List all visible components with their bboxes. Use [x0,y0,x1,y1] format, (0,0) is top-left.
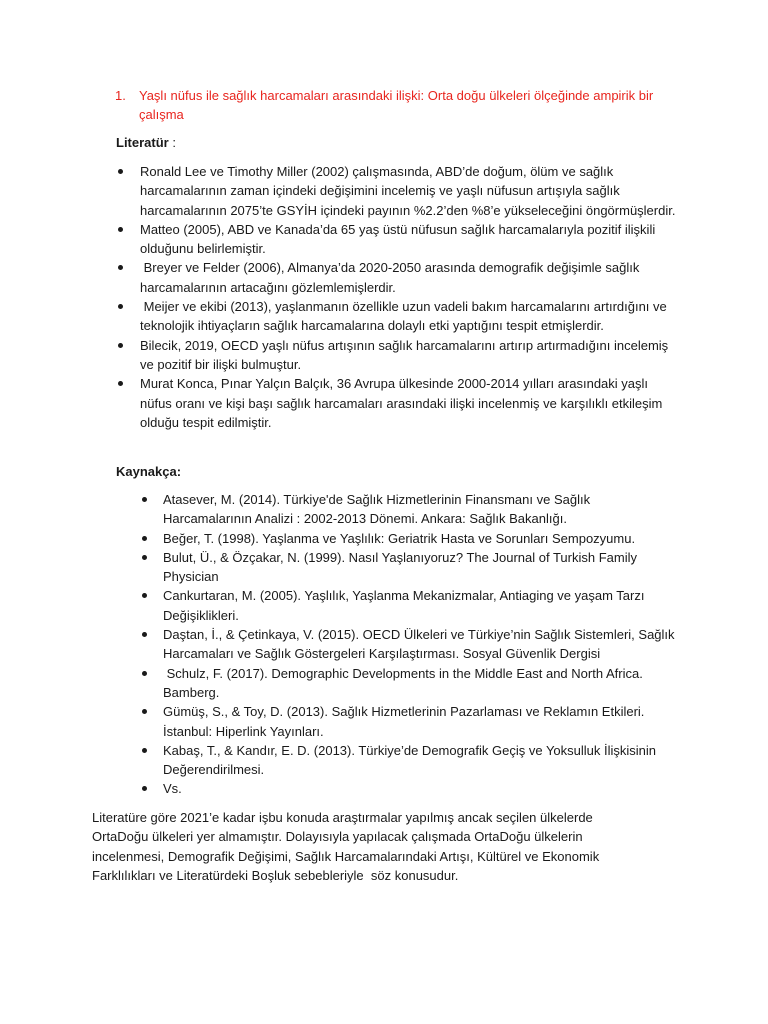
literatur-item-text: Matteo (2005), ABD ve Kanada’da 65 yaş üstü nüfusun sağlık harcamalarıyla pozitif ilişkili olduğunu belirlemiştir. [140,221,656,257]
literatur-list [116,162,676,432]
kaynakca-item-text: Gümüş, S., & Toy, D. (2013). Sağlık Hizmetlerinin Pazarlaması ve Reklamın Etkileri. İstanbul: Hiperlink Yayınları. [163,704,645,739]
section-title-text: Yaşlı nüfus ile sağlık harcamaları arasındaki ilişki: Orta doğu ülkeleri ölçeğinde ampirik bir çalışma [139,88,654,123]
bullet-icon [118,227,123,232]
conclusion-paragraph: Literatüre göre 2021’e kadar işbu konuda araştırmalar yapılmış ancak seçilen ülkelerde OrtaDoğu ülkeleri yer almamıştır. Dolayısıyla yapılacak çalışmada OrtaDoğu ülkelerin incelenmesi, Demografik Değişimi, Sağlık Harcamalarındaki Artışı, Kültürel ve Ekonomik Farklılıkları ve Literatürdeki Boşluk sebebleriyle söz konusudur. [92,810,603,883]
literatur-item [116,297,676,336]
kaynakca-heading [116,462,181,481]
literatur-heading-text: Literatür [116,135,169,150]
section-title [115,86,675,125]
section-number: 1. [115,88,126,103]
literatur-item-text: Bilecik, 2019, OECD yaşlı nüfus artışının sağlık harcamalarını artırıp artırmadığını incelemiş ve pozitif bir ilişki bulmuştur. [140,337,669,372]
kaynakca-heading-text: Kaynakça: [116,464,182,479]
bullet-icon [118,169,123,174]
kaynakca-item [140,548,680,587]
bullet-icon [118,265,123,270]
literatur-item-text: Ronald Lee ve Timothy Miller (2002) çalışmasında, ABD’de doğum, ölüm ve sağlık harcamalarının zaman içindeki değişimini incelemiş ve yaşlı nüfusun artışıyla sağlık harcamalarının 2075’te GSYİH içindeki payının %2.2’den %8’e yükseleceğini öngörmüşlerdir. [140,164,676,218]
bullet-icon [142,671,147,676]
literatur-item [116,374,676,432]
literatur-item [116,220,676,259]
kaynakca-item [140,586,680,625]
bullet-icon [142,536,147,541]
kaynakca-item [140,702,680,741]
kaynakca-item-text: Kabaş, T., & Kandır, E. D. (2013). Türkiye’de Demografik Geçiş ve Yoksulluk İlişkisinin Değerendirilmesi. [163,742,657,778]
kaynakca-item-text: Cankurtaran, M. (2005). Yaşlılık, Yaşlanma Mekanizmalar, Antiaging ve yaşam Tarzı Değişiklikleri. [163,588,645,623]
kaynakca-item-text: Schulz, F. (2017). Demographic Developments in the Middle East and North Africa. Bamberg. [163,665,647,700]
bullet-icon [142,632,147,637]
kaynakca-item [140,490,680,529]
literatur-item [116,258,676,297]
bullet-icon [118,381,123,386]
kaynakca-item-text: Atasever, M. (2014). Türkiye'de Sağlık Hizmetlerinin Finansmanı ve Sağlık Harcamalarının Analizi : 2002-2013 Dönemi. Ankara: Sağlık Bakanlığı. [163,492,591,527]
bullet-icon [142,555,147,560]
bullet-icon [142,786,147,791]
bullet-icon [142,748,147,753]
bullet-icon [142,709,147,714]
literatur-item-text: Breyer ve Felder (2006), Almanya’da 2020-2050 arasında demografik değişimle sağlık harcamalarının artacağını gözlemlemişlerdir. [140,260,643,295]
kaynakca-item [140,664,680,703]
literatur-heading-suffix: : [168,135,176,150]
literatur-item-text: Meijer ve ekibi (2013), yaşlanmanın özellikle uzun vadeli bakım harcamalarını artırdığını ve teknolojik ihtiyaçların sağlık harcamalarına dolaylı etki yaptığını tespit etmişlerdir. [140,299,671,334]
bullet-icon [118,343,123,348]
literatur-item-text: Murat Konca, Pınar Yalçın Balçık, 36 Avrupa ülkesinde 2000-2014 yılları arasındaki yaşlı nüfus oranı ve kişi başı sağlık harcamaları arasındaki ilişki incelenmiş ve karşılıklı etkileşim olduğu tespit edilmiştir. [140,376,663,430]
bullet-icon [142,593,147,598]
kaynakca-item [140,779,680,798]
kaynakca-item [140,529,680,548]
kaynakca-item-text: Vs. [163,781,182,797]
kaynakca-item-text: Beğer, T. (1998). Yaşlanma ve Yaşlılık: Geriatrik Hasta ve Sorunları Sempozyumu. [163,530,636,546]
literatur-item [116,162,676,220]
kaynakca-item-text: Daştan, İ., & Çetinkaya, V. (2015). OECD Ülkeleri ve Türkiye’nin Sağlık Sistemleri, Sağlık Harcamaları ve Sağlık Göstergeleri Karşılaştırması. Sosyal Güvenlik Dergisi [163,627,675,662]
bullet-icon [118,304,123,309]
kaynakca-item [140,741,680,780]
bullet-icon [142,497,147,502]
kaynakca-item-text: Bulut, Ü., & Özçakar, N. (1999). Nasıl Yaşlanıyoruz? The Journal of Turkish Family Physician [163,549,637,585]
literatur-heading [116,133,176,152]
literatur-item [116,336,676,375]
kaynakca-item [140,625,680,664]
kaynakca-list [140,490,680,799]
